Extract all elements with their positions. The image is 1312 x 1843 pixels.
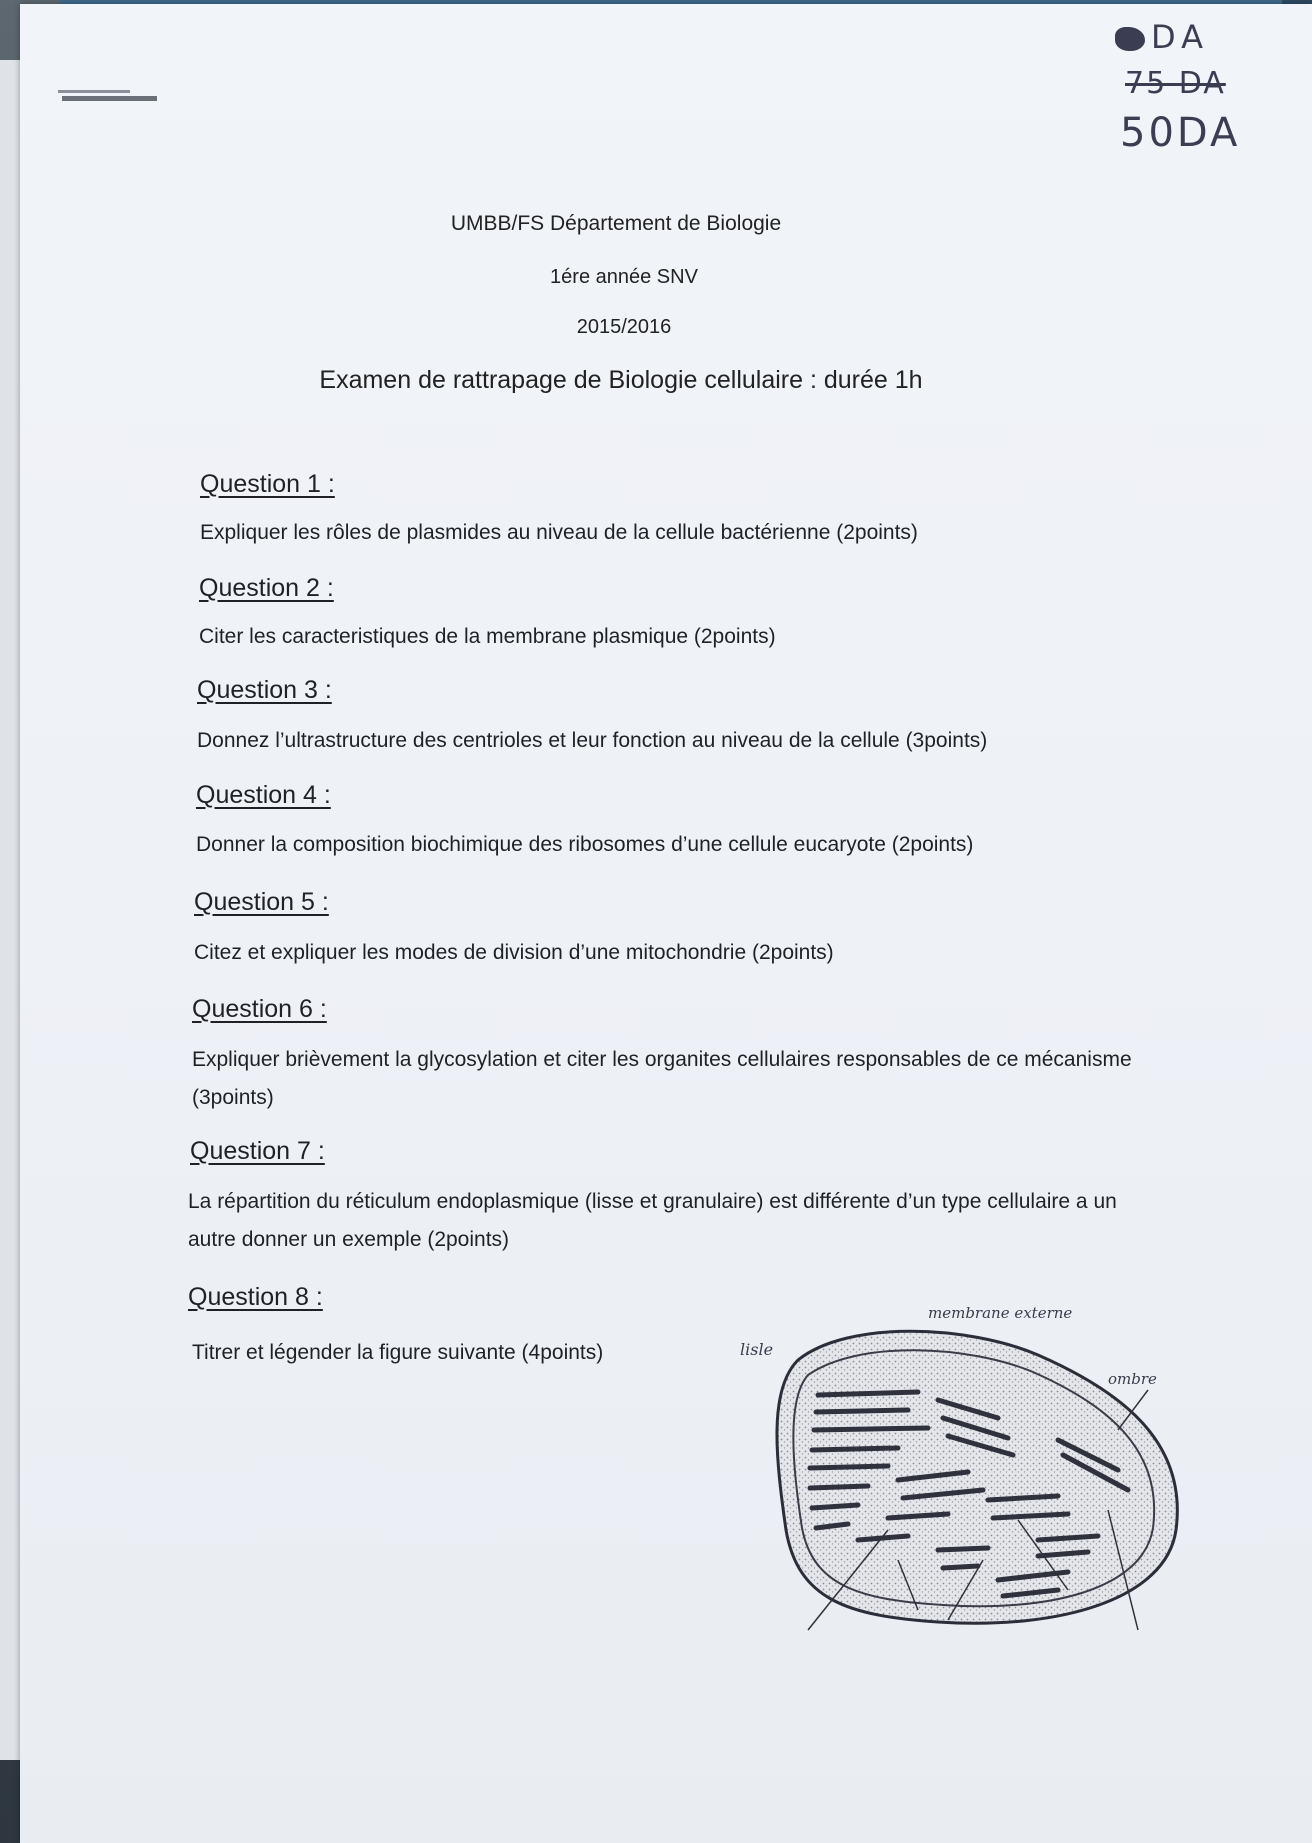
question-3-label: Question 3 : <box>197 676 332 704</box>
question-6-label: Question 6 : <box>192 995 327 1023</box>
pen-mark <box>62 96 157 101</box>
price-line-1: DA <box>1115 18 1209 56</box>
question-8-text: Titrer et légender la figure suivante (4points) <box>192 1341 604 1364</box>
question-5-label: Question 5 : <box>194 888 329 916</box>
price-line-3: 50DA <box>1120 110 1241 156</box>
question-5-text: Citez et expliquer les modes de division d’une mitochondrie (2points) <box>194 941 834 964</box>
handwritten-note: membrane externe <box>928 1304 1073 1322</box>
price-line-2: 75 DA <box>1125 66 1226 101</box>
question-1-label: Question 1 : <box>200 470 335 498</box>
question-4-text: Donner la composition biochimique des ribosomes d’une cellule eucaryote (2points) <box>196 833 974 856</box>
question-2-text: Citer les caracteristiques de la membrane plasmique (2points) <box>199 625 776 648</box>
mitochondrion-drawing <box>738 1300 1208 1640</box>
handwritten-note: lisle <box>740 1340 774 1359</box>
question-6-text: Expliquer brièvement la glycosylation et citer les organites cellulaires responsables de ce mécanisme (3points) <box>192 1048 1132 1109</box>
handwritten-note: ombre <box>1108 1370 1157 1388</box>
mitochondrion-figure <box>738 1300 1208 1640</box>
institution: UMBB/FS Département de Biologie <box>450 212 782 235</box>
question-7-text: La répartition du réticulum endoplasmique (lisse et granulaire) est différente d’un type cellulaire a un autre donner un exemple (2points) <box>188 1190 1117 1251</box>
pen-mark <box>58 90 130 93</box>
question-7-label: Question 7 : <box>190 1137 325 1165</box>
question-1-text: Expliquer les rôles de plasmides au niveau de la cellule bactérienne (2points) <box>200 521 918 544</box>
year-level: 1ére année SNV <box>550 266 698 288</box>
handwritten-price <box>1105 18 1275 158</box>
question-2-label: Question 2 : <box>199 574 334 602</box>
question-3-text: Donnez l’ultrastructure des centrioles et leur fonction au niveau de la cellule (3points) <box>197 729 988 752</box>
question-8-label: Question 8 : <box>188 1283 323 1311</box>
scribble-mark <box>1115 27 1145 51</box>
exam-title: Examen de rattrapage de Biologie cellulaire : durée 1h <box>319 366 923 394</box>
academic-year: 2015/2016 <box>576 316 672 338</box>
question-4-label: Question 4 : <box>196 781 331 809</box>
